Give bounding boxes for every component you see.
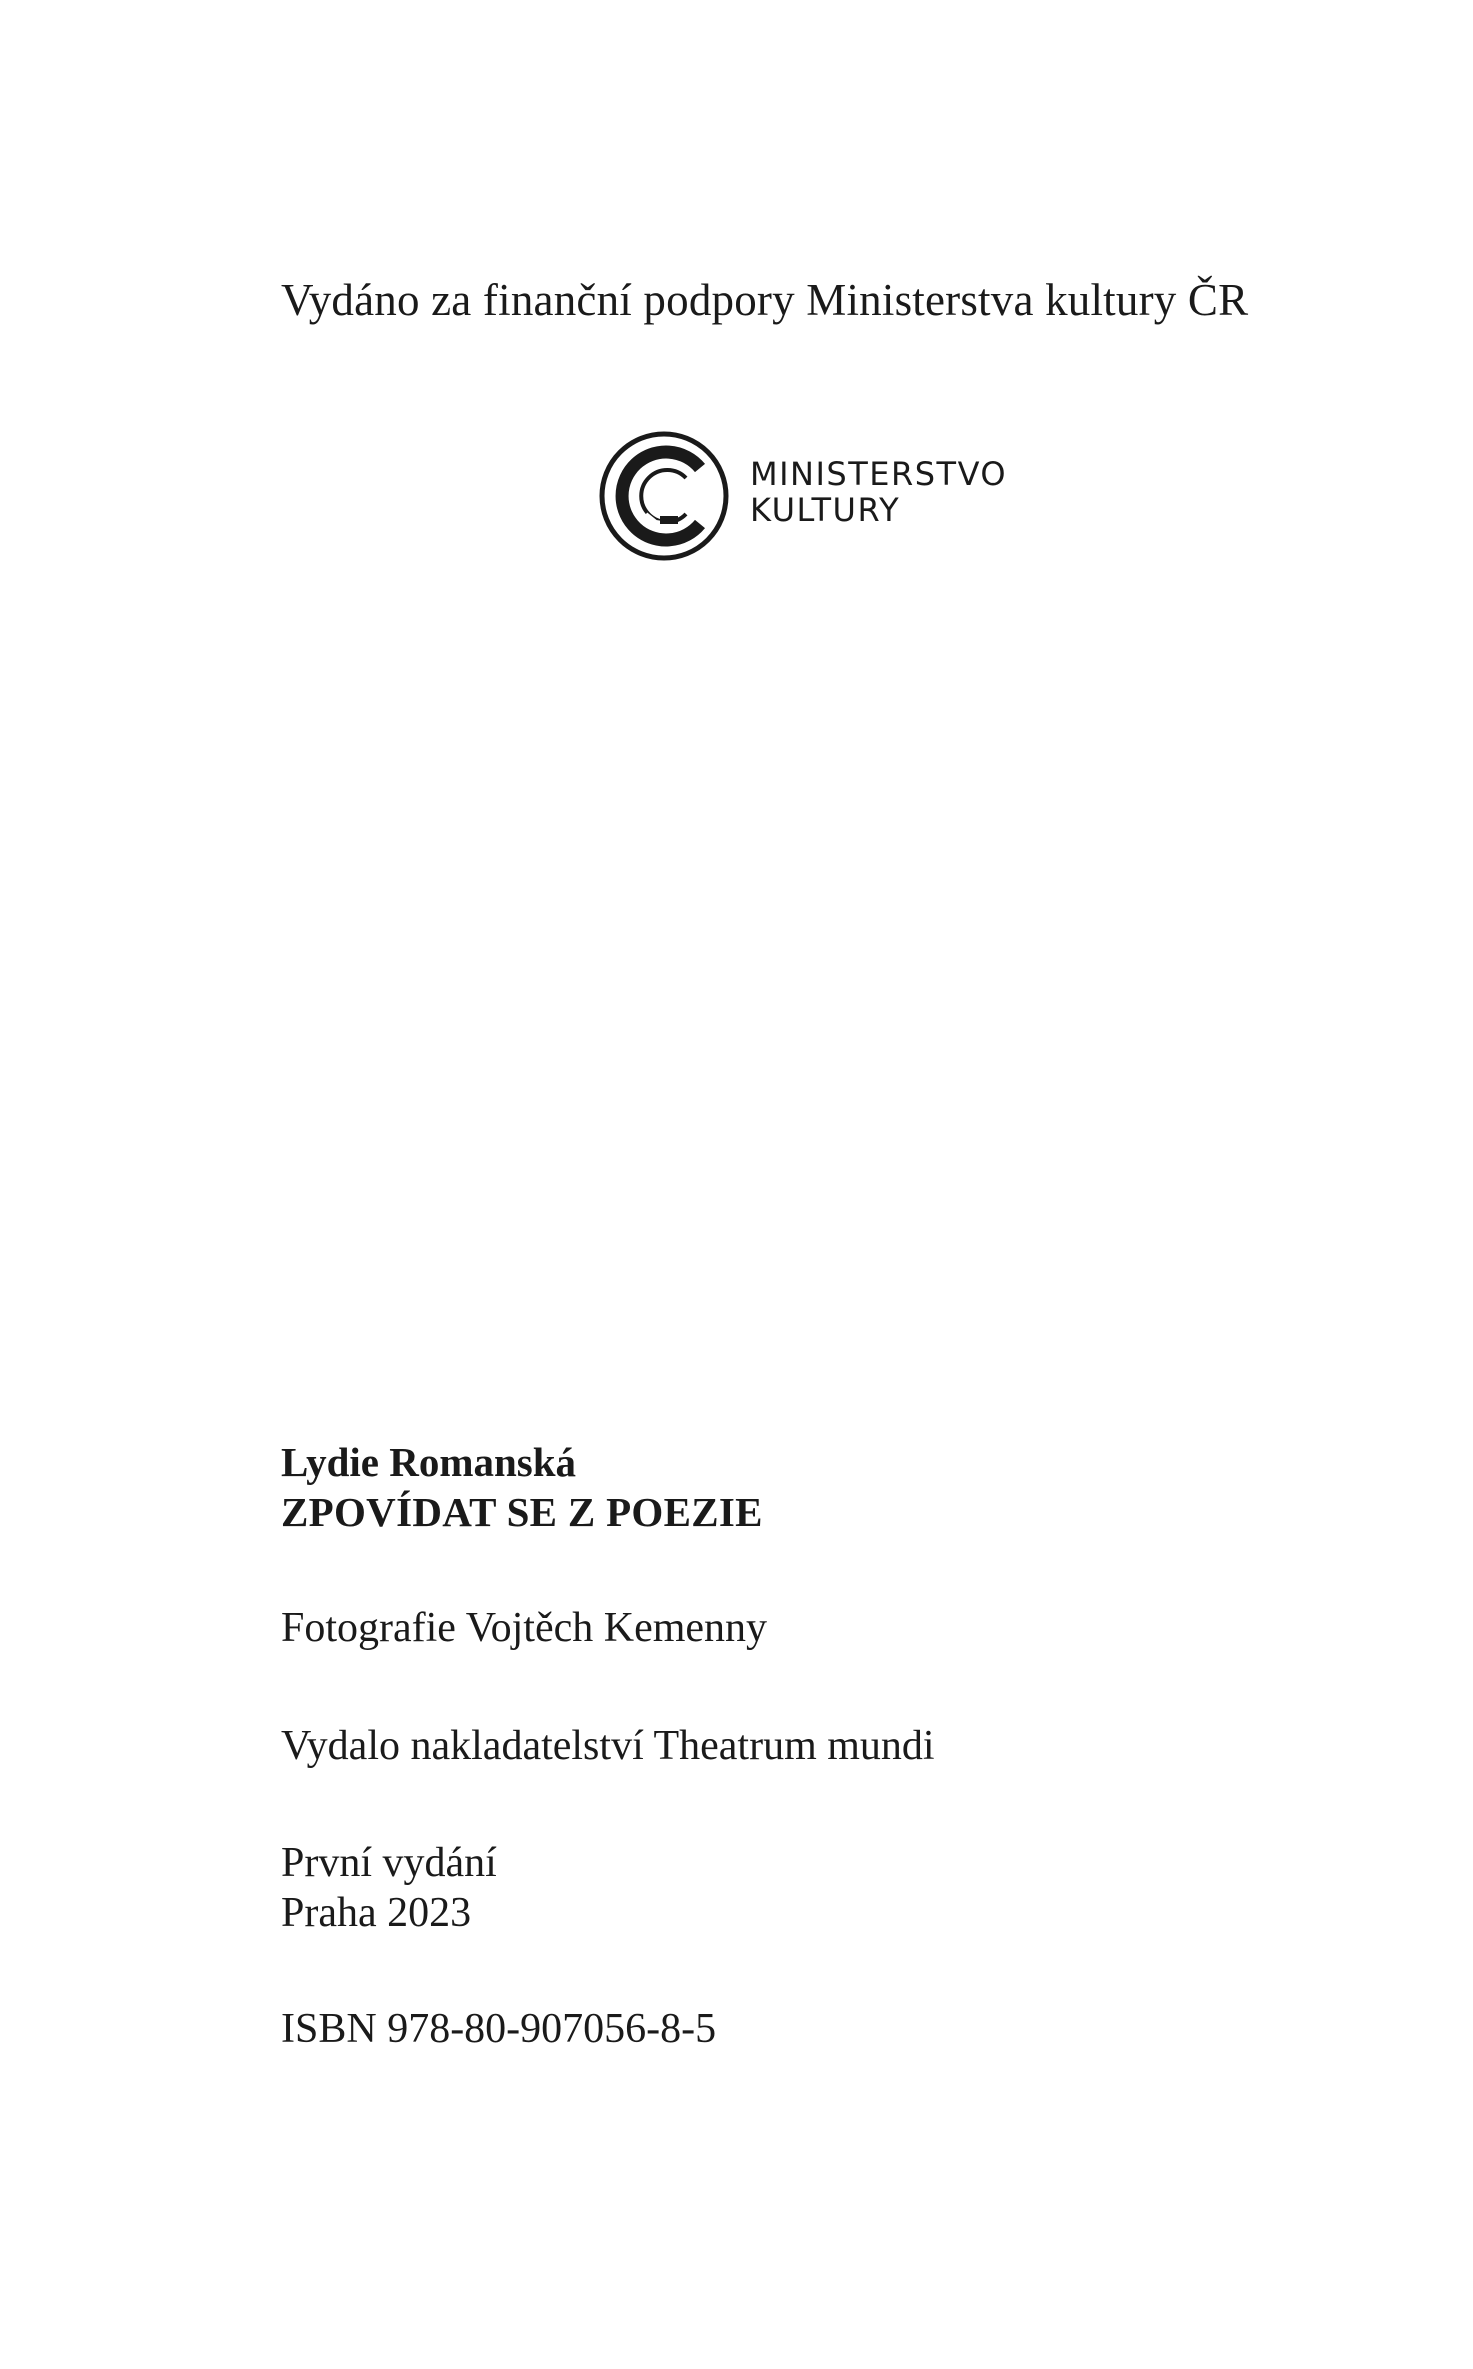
ministry-logo <box>598 430 1038 565</box>
photography-credit: Fotografie Vojtěch Kemenny <box>281 1605 768 1651</box>
edition-info: První vydání <box>281 1840 497 1886</box>
colophon <box>281 1437 1281 2054</box>
isbn: ISBN 978-80-907056-8-5 <box>281 2006 717 2052</box>
publisher-credit: Vydalo nakladatelství Theatrum mundi <box>281 1723 935 1769</box>
ministry-culture-emblem-icon <box>598 430 730 562</box>
ministry-logo-text <box>750 456 1007 528</box>
funding-statement: Vydáno za finanční podpory Ministerstva kultury ČR <box>281 275 1249 325</box>
book-title: ZPOVÍDAT SE Z POEZIE <box>281 1489 763 1535</box>
place-year: Praha 2023 <box>281 1890 472 1936</box>
logo-line-kultury: KULTURY <box>750 491 901 529</box>
author-name: Lydie Romanská <box>281 1439 577 1485</box>
logo-line-ministerstvo: MINISTERSTVO <box>750 455 1008 493</box>
